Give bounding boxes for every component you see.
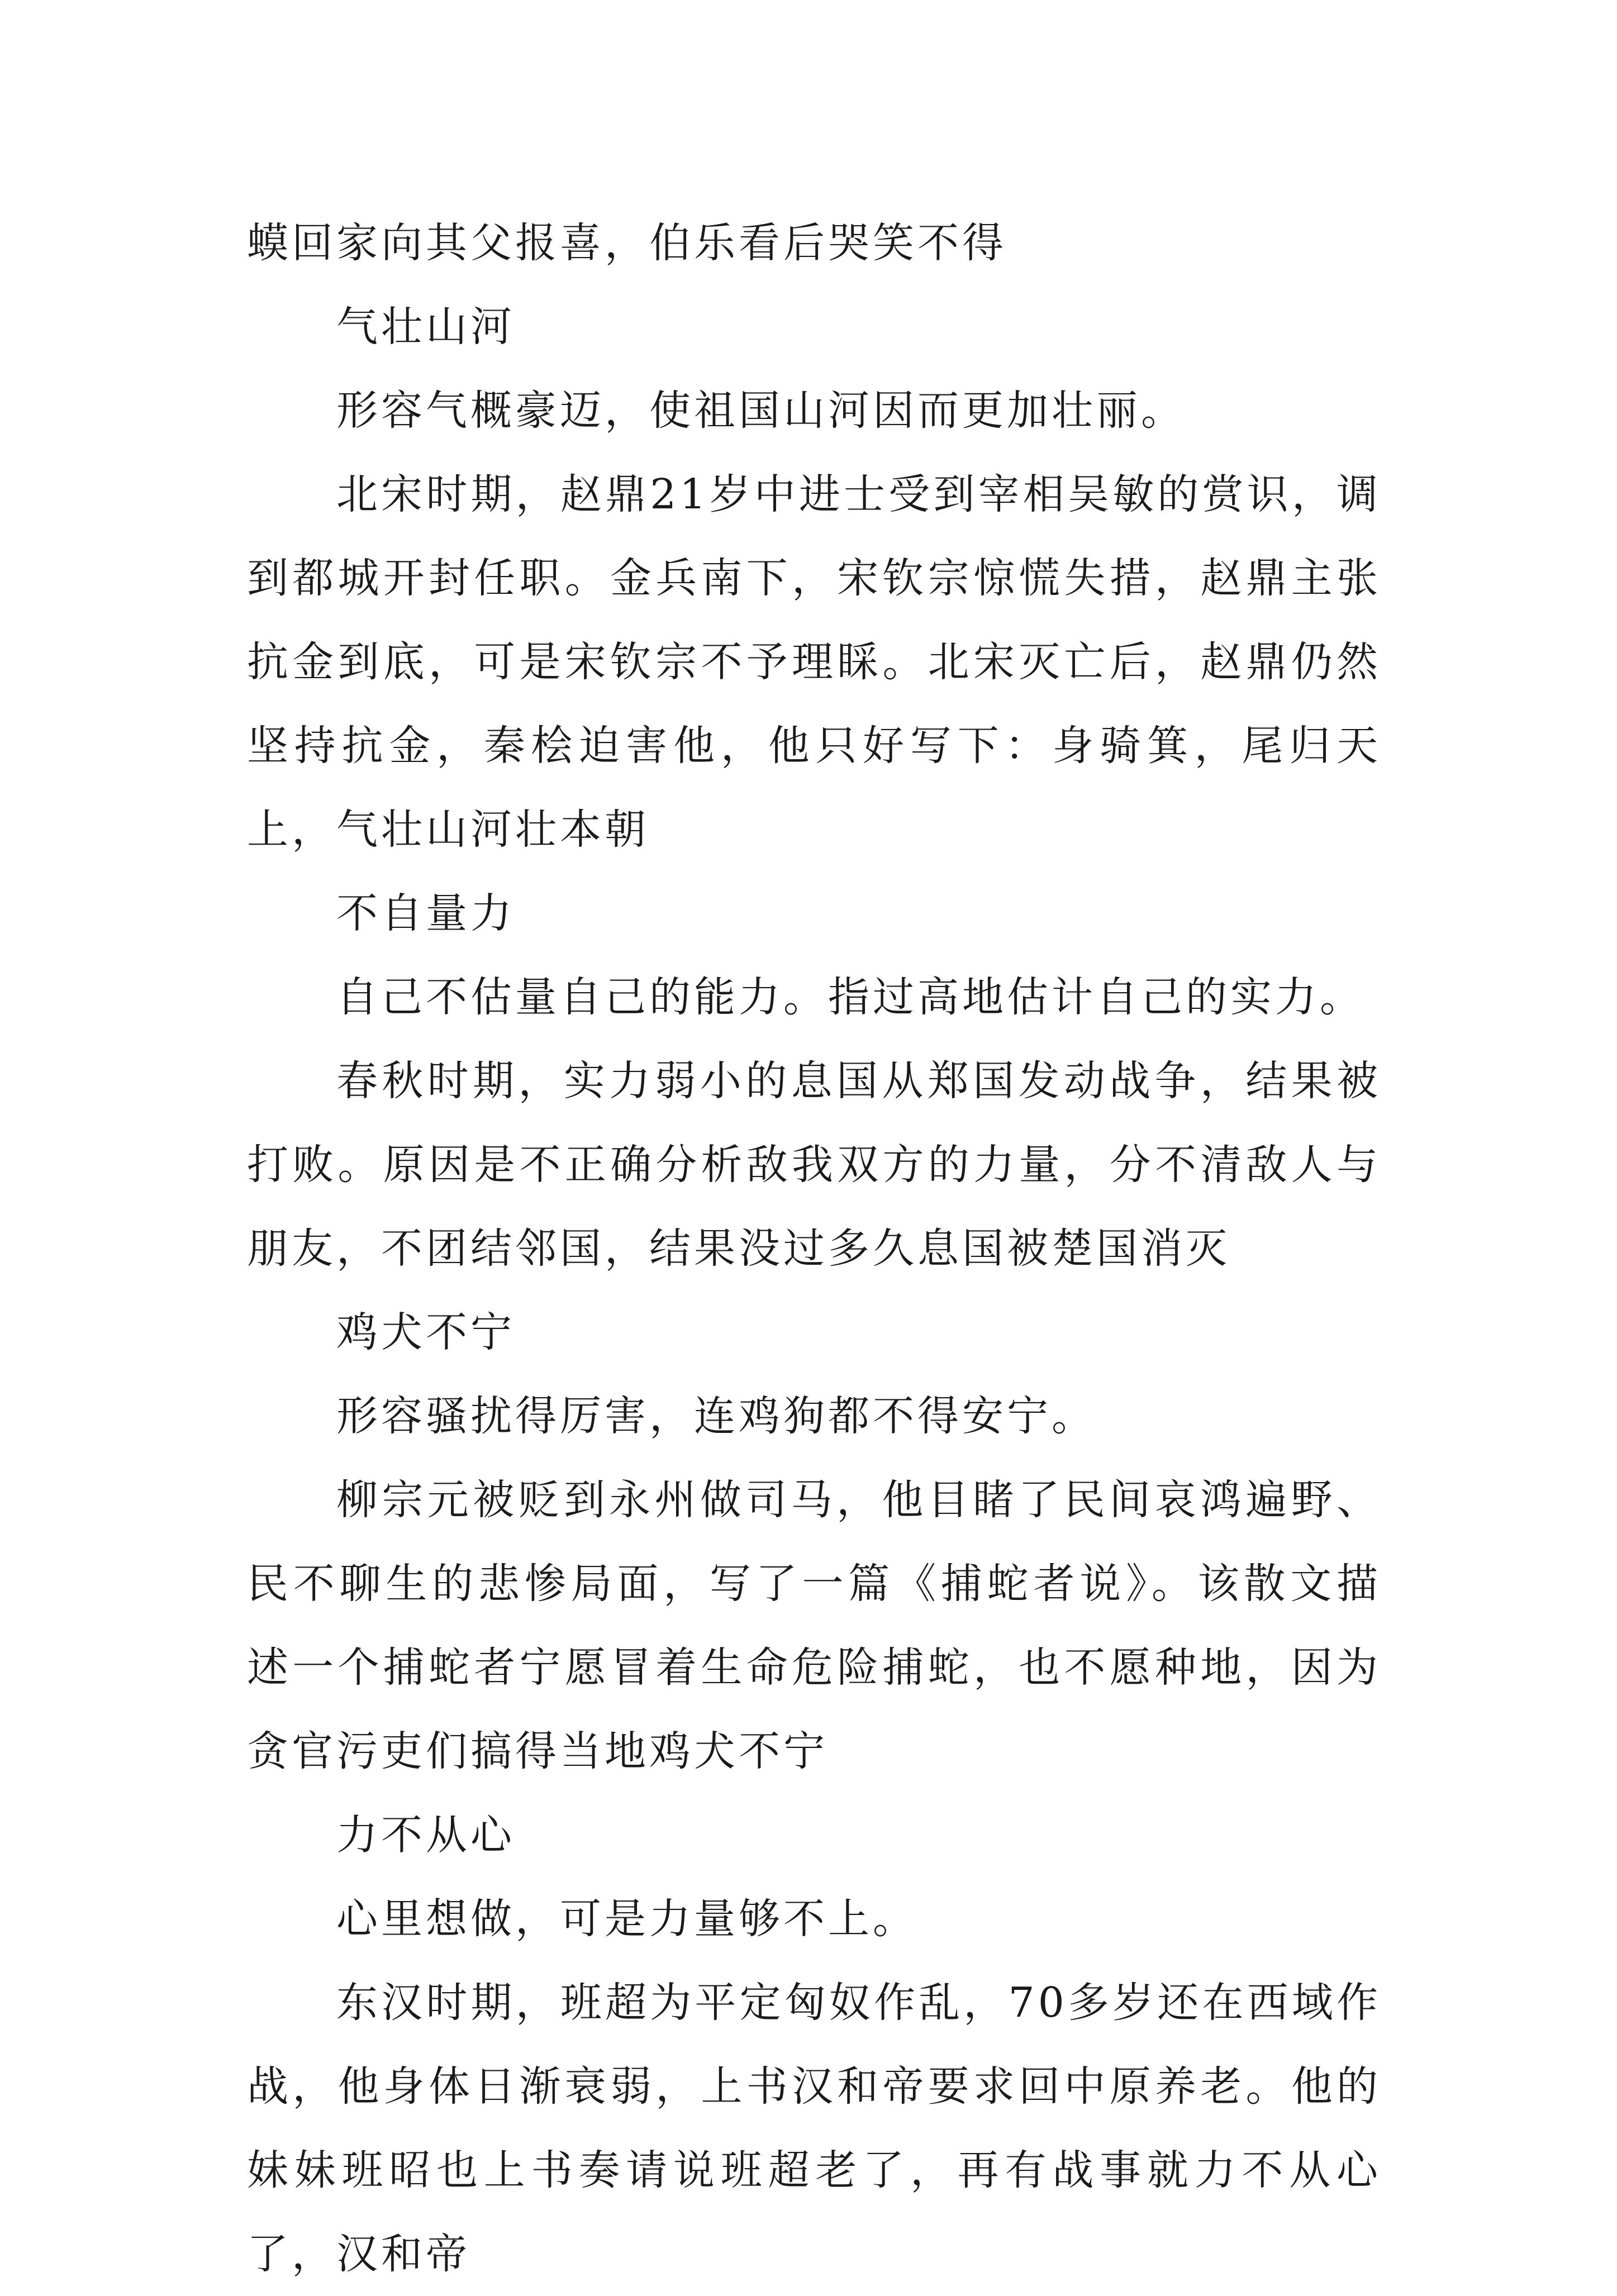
idiom-heading-ji-quan-bu-ning: 鸡犬不宁 xyxy=(336,1308,515,1356)
idiom-definition: 心里想做，可是力量够不上。 xyxy=(336,1895,917,1943)
idiom-story: 春秋时期，实力弱小的息国从郑国发动战争，结果被打败。原因是不正确分析敌我双方的力量，分不清敌人与朋友，不团结邻国，结果没过多久息国被楚国消灭 xyxy=(247,1057,1381,1273)
idiom-definition: 形容气概豪迈，使祖国山河因而更加壮丽。 xyxy=(336,387,1186,435)
paragraph-continuation: 蟆回家向其父报喜，伯乐看后哭笑不得 xyxy=(247,219,1007,267)
idiom-story: 柳宗元被贬到永州做司马，他目睹了民间哀鸿遍野、民不聊生的悲惨局面，写了一篇《捕蛇者说》。该散文描述一个捕蛇者宁愿冒着生命危险捕蛇，也不愿种地，因为贪官污吏们搞得当地鸡犬不宁 xyxy=(247,1476,1381,1775)
idiom-heading-li-bu-cong-xin: 力不从心 xyxy=(336,1811,515,1859)
idiom-heading-bu-zi-liang-li: 不自量力 xyxy=(336,889,515,937)
idiom-definition: 形容骚扰得厉害，连鸡狗都不得安宁。 xyxy=(336,1392,1096,1440)
idiom-story: 北宋时期，赵鼎21岁中进士受到宰相吴敏的赏识，调到都城开封任职。金兵南下，宋钦宗惊慌失措，赵鼎主张抗金到底，可是宋钦宗不予理睬。北宋灭亡后，赵鼎仍然坚持抗金，秦桧迫害他，他只好写下：身骑箕，尾归天上，气壮山河壮本朝 xyxy=(247,470,1381,854)
document-body xyxy=(247,201,1381,2296)
idiom-story: 东汉时期，班超为平定匈奴作乱，70多岁还在西域作战，他身体日渐衰弱，上书汉和帝要求回中原养老。他的妹妹班昭也上书奏请说班超老了，再有战事就力不从心了，汉和帝 xyxy=(247,1979,1381,2278)
idiom-heading-qi-zhuang-shan-he: 气壮山河 xyxy=(336,303,515,351)
idiom-definition: 自己不估量自己的能力。指过高地估计自己的实力。 xyxy=(336,973,1364,1021)
